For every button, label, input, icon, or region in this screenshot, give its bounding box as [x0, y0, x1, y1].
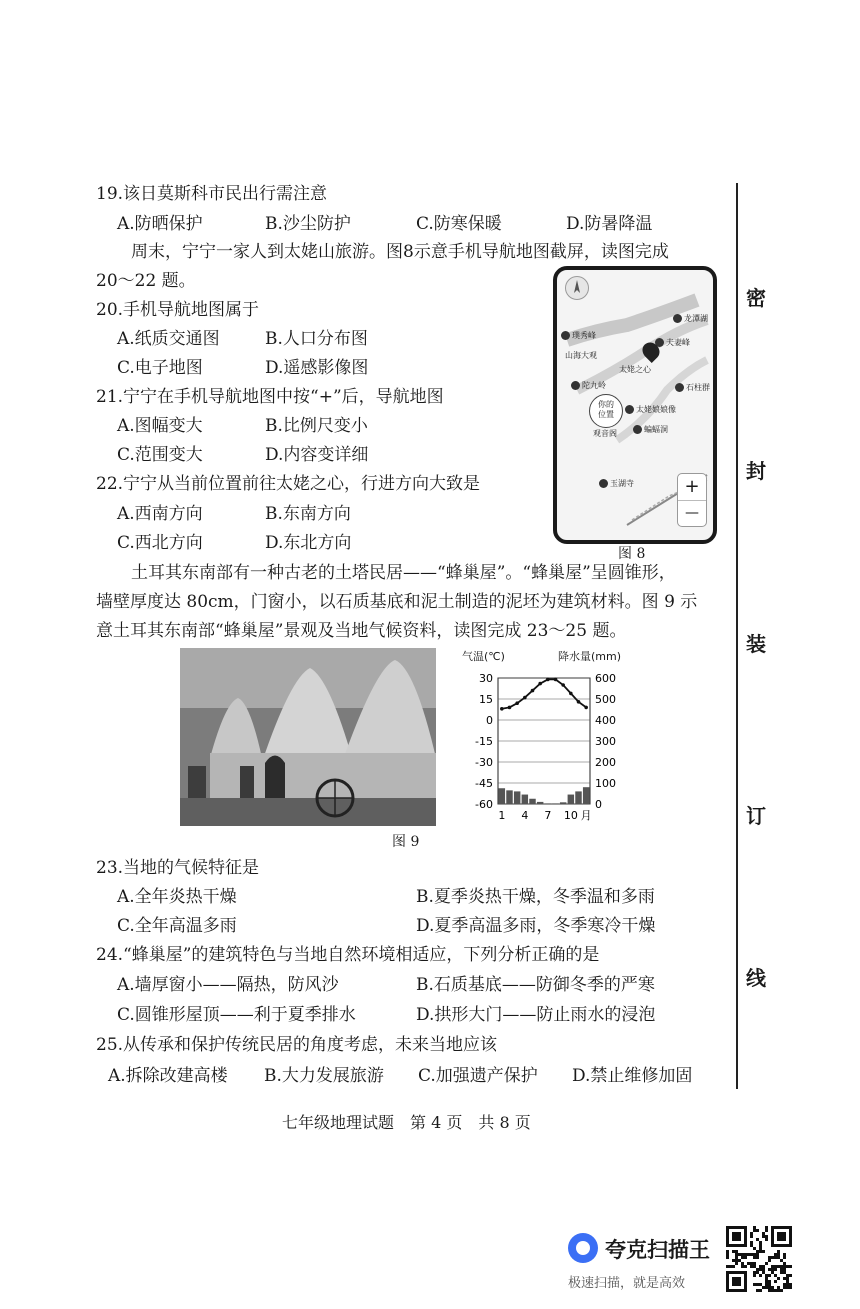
q20-option-b: B.人口分布图 [265, 329, 368, 349]
right-tick-label: 0 [595, 798, 602, 811]
map-label-fuqi[interactable]: 夫妻峰 [655, 337, 690, 348]
q19-option-b: B.沙尘防护 [265, 214, 351, 234]
precip-bar [529, 799, 535, 804]
q21-option-b: B.比例尺变小 [265, 416, 368, 436]
right-tick-label: 400 [595, 714, 616, 727]
chart-ylabel-precipitation: 降水量(mm) [558, 650, 622, 663]
temperature-point [577, 700, 581, 704]
intro-23-line2: 墙壁厚度达 80cm，门窗小，以石质基底和泥土制造的泥坯为建筑材料。图 9 示 [96, 592, 698, 612]
precip-bar [583, 787, 589, 804]
right-tick-label: 500 [595, 693, 616, 706]
left-tick-label: -15 [475, 735, 493, 748]
current-location-label: 你的 位置 [598, 400, 614, 419]
quark-logo-icon [568, 1233, 598, 1263]
precip-bar [568, 795, 574, 804]
map-label-shanhai: 山海大观 [565, 351, 597, 360]
q22-option-b: B.东南方向 [265, 504, 351, 524]
left-tick-label: 30 [479, 672, 493, 685]
q21-option-c: C.范围变大 [117, 445, 203, 465]
zoom-in-button[interactable]: + [678, 474, 706, 501]
side-mark-zhuang: 装 [746, 632, 766, 656]
precip-bar [499, 788, 505, 804]
right-tick-label: 600 [595, 672, 616, 685]
q24-option-b: B.石质基底——防御冬季的严寒 [416, 975, 655, 995]
q25-option-b: B.大力发展旅游 [264, 1066, 384, 1086]
intro-20-line1: 周末，宁宁一家人到太姥山旅游。图8示意手机导航地图截屏，读图完成 [131, 242, 669, 262]
watermark-slogan: 极速扫描，就是高效 [568, 1276, 686, 1291]
q22-option-d: D.东北方向 [265, 533, 352, 553]
left-tick-label: 15 [479, 693, 493, 706]
q19-option-d: D.防暑降温 [566, 214, 653, 234]
intro-23-line1: 土耳其东南部有一种古老的土塔民居——“蜂巢屋”。“蜂巢屋”呈圆锥形， [131, 563, 676, 583]
right-tick-label: 200 [595, 756, 616, 769]
figure-9-beehive-house-photo [180, 648, 436, 826]
map-label-bianfu[interactable]: 蝙蝠洞 [633, 424, 668, 435]
q25-option-a: A.拆除改建高楼 [108, 1066, 228, 1086]
q19-stem: 19.该日莫斯科市民出行需注意 [96, 184, 328, 204]
q25-option-c: C.加强遗产保护 [418, 1066, 538, 1086]
q21-stem: 21.宁宁在手机导航地图中按“+”后，导航地图 [96, 387, 444, 407]
q20-option-c: C.电子地图 [117, 358, 203, 378]
temperature-point [584, 706, 588, 710]
x-tick-label: 7 [544, 809, 552, 822]
figure-8-phone-map [553, 266, 717, 544]
precip-bar [575, 791, 581, 804]
q24-option-c: C.圆锥形屋顶——利于夏季排水 [117, 1005, 356, 1025]
q22-option-c: C.西北方向 [117, 533, 203, 553]
climate-chart [462, 648, 652, 833]
map-label-yuhu[interactable]: 玉湖寺 [599, 478, 634, 489]
precip-bar [552, 803, 558, 804]
side-mark-feng: 封 [746, 459, 766, 483]
x-tick-label: 1 [498, 809, 506, 822]
temperature-point [508, 706, 512, 710]
figure-9-caption: 图 9 [392, 834, 420, 850]
left-tick-label: -60 [475, 798, 493, 811]
side-mark-ding: 订 [746, 804, 766, 828]
left-tick-label: -45 [475, 777, 493, 790]
climate-chart-svg [462, 668, 652, 833]
q22-stem: 22.宁宁从当前位置前往太姥之心，行进方向大致是 [96, 474, 481, 494]
q24-option-d: D.拱形大门——防止雨水的浸泡 [416, 1005, 656, 1025]
left-tick-label: 0 [486, 714, 493, 727]
beehive-house-illustration [180, 648, 436, 826]
map-label-heart: 太姥之心 [619, 365, 651, 374]
x-tick-label: 4 [521, 809, 529, 822]
q19-option-c: C.防寒保暖 [416, 214, 502, 234]
zoom-control [677, 473, 707, 527]
q23-option-d: D.夏季高温多雨，冬季寒冷干燥 [416, 916, 656, 936]
q19-option-a: A.防晒保护 [117, 214, 203, 234]
precip-bar [506, 790, 512, 804]
temperature-point [500, 707, 504, 711]
intro-23-line3: 意土耳其东南部“蜂巢屋”景观及当地气候资料，读图完成 23～25 题。 [96, 621, 627, 641]
q24-option-a: A.墙厚窗小——隔热，防风沙 [117, 975, 339, 995]
q23-option-b: B.夏季炎热干燥，冬季温和多雨 [416, 887, 655, 907]
compass-icon[interactable] [565, 276, 589, 300]
side-mark-xian: 线 [746, 966, 766, 990]
q24-stem: 24.“蜂巢屋”的建筑特色与当地自然环境相适应，下列分析正确的是 [96, 945, 600, 965]
q25-option-d: D.禁止维修加固 [572, 1066, 693, 1086]
qr-code [726, 1226, 792, 1292]
map-label-yiyin: 观音阁 [593, 429, 617, 438]
temperature-point [561, 683, 565, 687]
q23-stem: 23.当地的气候特征是 [96, 858, 260, 878]
temperature-line [502, 679, 586, 708]
binding-line [736, 183, 738, 1089]
temperature-point [554, 678, 558, 682]
q25-stem: 25.从传承和保护传统民居的角度考虑，未来当地应该 [96, 1035, 498, 1055]
page-footer: 七年级地理试题 第 4 页 共 8 页 [282, 1113, 531, 1132]
q21-option-d: D.内容变详细 [265, 445, 369, 465]
temperature-point [523, 696, 527, 700]
side-mark-mi: 密 [746, 286, 766, 310]
map-label-puxiu[interactable]: 璞秀峰 [561, 330, 596, 341]
x-tick-label: 10 [563, 809, 578, 822]
temperature-point [569, 692, 573, 696]
temperature-point [531, 689, 535, 693]
x-unit-label: 月 [580, 809, 592, 822]
temperature-point [546, 678, 550, 682]
left-tick-label: -30 [475, 756, 493, 769]
q22-option-a: A.西南方向 [117, 504, 203, 524]
q20-stem: 20.手机导航地图属于 [96, 300, 260, 320]
precip-bar [545, 803, 551, 804]
chart-ylabel-temperature: 气温(℃) [462, 650, 505, 663]
current-location-marker[interactable] [589, 394, 623, 428]
precip-bar [522, 795, 528, 804]
map-label-shizhu[interactable]: 石柱群 [675, 382, 710, 393]
temperature-point [538, 682, 542, 686]
q23-option-a: A.全年炎热干燥 [117, 887, 237, 907]
figure-8-caption: 图 8 [618, 546, 646, 562]
precip-bar [560, 802, 566, 804]
watermark-brand: 夸克扫描王 [605, 1238, 710, 1262]
right-tick-label: 100 [595, 777, 616, 790]
precip-bar [537, 802, 543, 804]
zoom-out-button[interactable]: — [685, 505, 699, 521]
q21-option-a: A.图幅变大 [117, 416, 203, 436]
temperature-point [515, 701, 519, 705]
precip-bar [514, 791, 520, 804]
q23-option-c: C.全年高温多雨 [117, 916, 237, 936]
right-tick-label: 300 [595, 735, 616, 748]
intro-20-line2: 20～22 题。 [96, 271, 196, 291]
map-label-longtan[interactable]: 龙潭湖 [673, 313, 708, 324]
q20-option-d: D.遥感影像图 [265, 358, 369, 378]
map-label-niangniang[interactable]: 太姥娘娘像 [625, 404, 676, 415]
map-label-tuojiu[interactable]: 陀九岭 [571, 380, 606, 391]
q20-option-a: A.纸质交通图 [117, 329, 220, 349]
